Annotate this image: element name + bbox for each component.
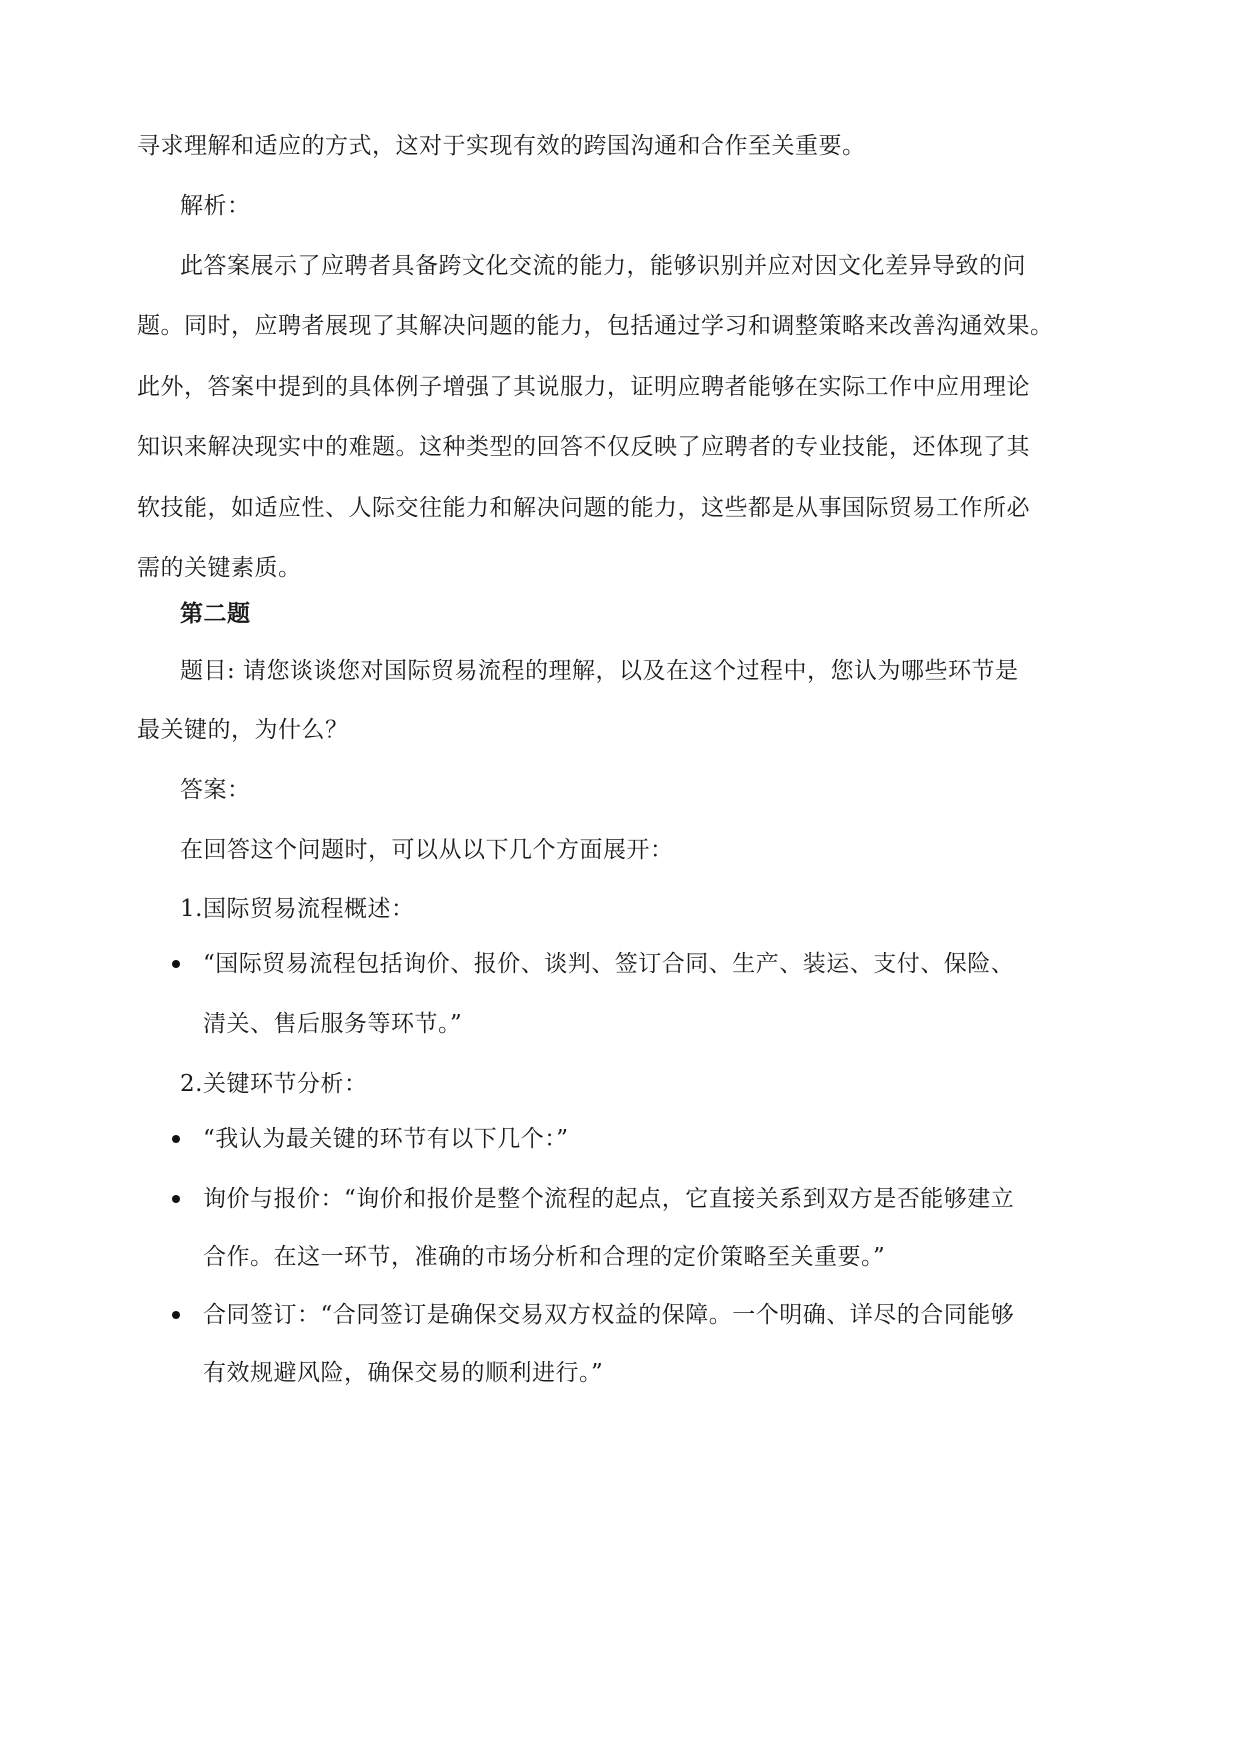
paragraph-line: 寻求理解和适应的方式，这对于实现有效的跨国沟通和合作至关重要。 — [137, 133, 866, 159]
question-line: 最关键的，为什么？ — [137, 717, 349, 743]
paragraph-line: 知识来解决现实中的难题。这种类型的回答不仅反映了应聘者的专业技能，还体现了其 — [137, 434, 1030, 460]
paragraph-line: 需的关键素质。 — [137, 555, 302, 581]
paragraph-line: 题。同时，应聘者展现了其解决问题的能力，包括通过学习和调整策略来改善沟通效果。 — [137, 313, 1054, 339]
bullet-line: 清关、售后服务等环节。” — [203, 1011, 463, 1037]
bullet-line: 合同签订：“合同签订是确保交易双方权益的保障。一个明确、详尽的合同能够 — [203, 1302, 1015, 1328]
paragraph-line: 软技能，如适应性、人际交往能力和解决问题的能力，这些都是从事国际贸易工作所必 — [137, 495, 1030, 521]
paragraph-line: 此外，答案中提到的具体例子增强了其说服力，证明应聘者能够在实际工作中应用理论 — [137, 374, 1030, 400]
bullet-line: “我认为最关键的环节有以下几个：” — [203, 1126, 569, 1152]
section-heading: 第二题 — [180, 600, 251, 627]
section-1-title: 1.国际贸易流程概述： — [180, 896, 415, 922]
bullet-dot — [172, 1195, 180, 1203]
section-2-title: 2.关键环节分析： — [180, 1071, 368, 1097]
bullet-line: 有效规避风险，确保交易的顺利进行。” — [203, 1360, 604, 1386]
analysis-label: 解析： — [180, 193, 251, 219]
bullet-line: 询价与报价：“询价和报价是整个流程的起点，它直接关系到双方是否能够建立 — [203, 1186, 1015, 1212]
question-line: 题目: 请您谈谈您对国际贸易流程的理解，以及在这个过程中，您认为哪些环节是 — [180, 658, 1019, 684]
paragraph-line: 此答案展示了应聘者具备跨文化交流的能力，能够识别并应对因文化差异导致的问 — [180, 253, 1026, 279]
bullet-dot — [172, 1135, 180, 1143]
bullet-line: “国际贸易流程包括询价、报价、谈判、签订合同、生产、装运、支付、保险、 — [203, 951, 1015, 977]
bullet-dot — [172, 960, 180, 968]
intro-line: 在回答这个问题时，可以从以下几个方面展开： — [180, 837, 674, 863]
bullet-dot — [172, 1311, 180, 1319]
bullet-line: 合作。在这一环节，准确的市场分析和合理的定价策略至关重要。” — [203, 1244, 886, 1270]
answer-label: 答案： — [180, 777, 251, 803]
